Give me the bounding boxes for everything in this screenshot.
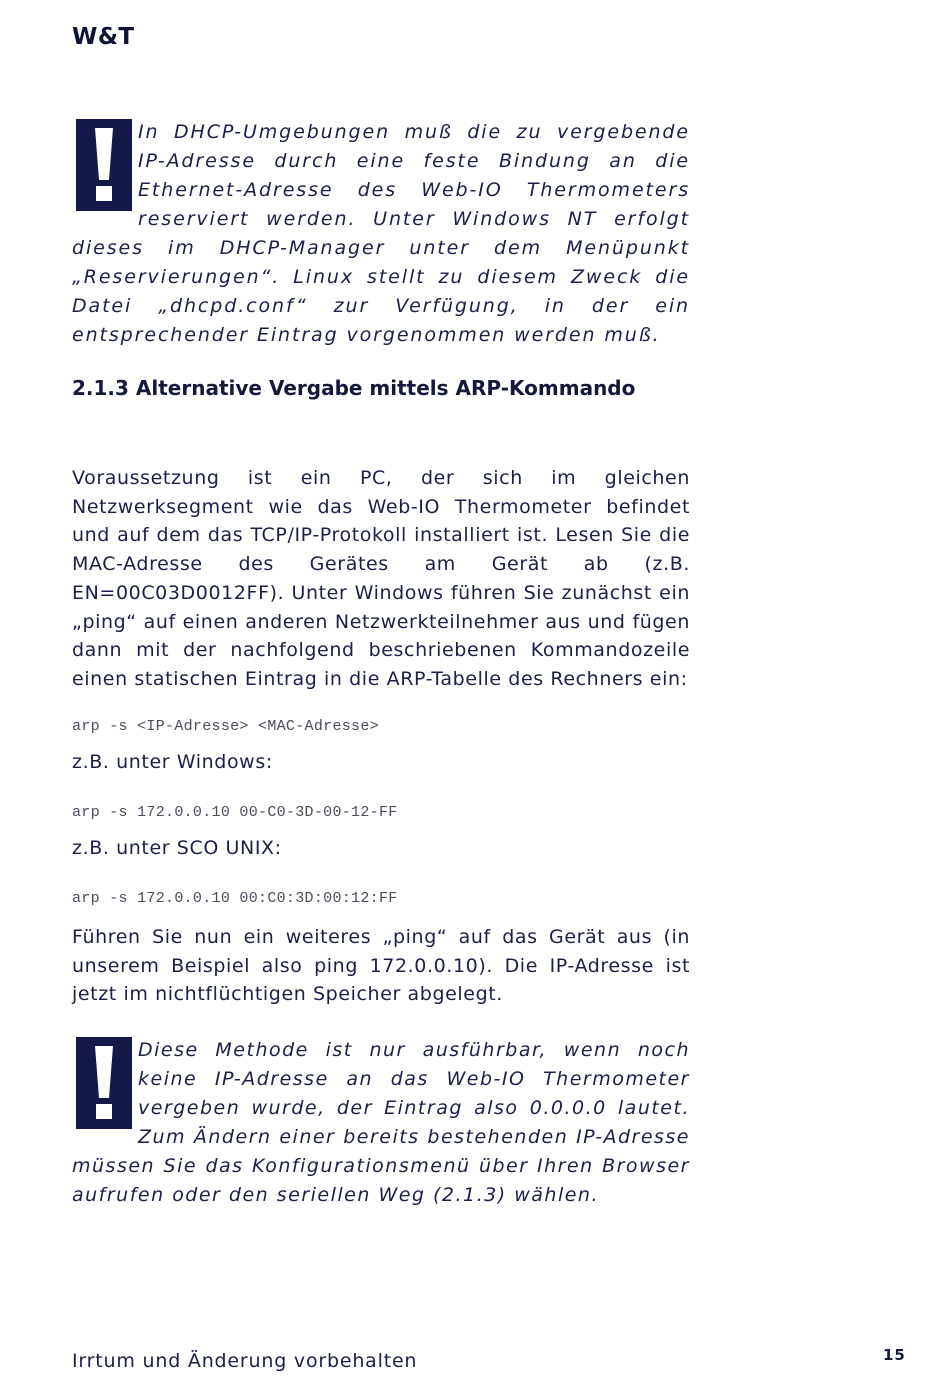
notice-text: In DHCP-Umgebungen muß die zu vergebende IP-Adresse durch eine feste Bindung an die Ethernet-Adresse des Web-IO Thermometers reserviert werden. Unter Windows NT erfolgt dieses im DHCP-Manager unter dem Menüpunkt „Reservierungen“. Linux stellt zu diesem Zweck die Datei „dhcpd.conf“ zur Verfügung, in der ein entsprechender Eintrag vorgenommen werden muß. — [72, 121, 690, 346]
label-windows: z.B. unter Windows: — [72, 751, 273, 773]
exclamation-icon — [76, 1037, 132, 1129]
label-unix: z.B. unter SCO UNIX: — [72, 837, 282, 859]
brand-logo-text: W&T — [72, 24, 135, 50]
page-number: 15 — [883, 1346, 906, 1364]
code-line-windows: arp -s 172.0.0.10 00-C0-3D-00-12-FF — [72, 804, 398, 821]
intro-paragraph: Voraussetzung ist ein PC, der sich im gleichen Netzwerksegment wie das Web-IO Thermometer befindet und auf dem das TCP/IP-Protokoll installiert ist. Lesen Sie die MAC-Adresse des Gerätes am Gerät ab (z.B. EN=00C03D0012FF). Unter Windows führen Sie zunächst ein „ping“ auf einen anderen Netzwerkteilnehmer aus und fügen dann mit der nachfolgend beschriebenen Kommandozeile einen statischen Eintrag in die ARP-Tabelle des Rechners ein: — [72, 467, 690, 690]
notice-box-method — [72, 1036, 690, 1210]
code-line-unix: arp -s 172.0.0.10 00:C0:3D:00:12:FF — [72, 890, 398, 907]
footer-disclaimer: Irrtum und Änderung vorbehalten — [72, 1350, 418, 1372]
notice-box-dhcp — [72, 118, 690, 350]
final-paragraph: Führen Sie nun ein weiteres „ping“ auf das Gerät aus (in unserem Beispiel also ping 172.0.0.10). Die IP-Adresse ist jetzt im nichtflüchtigen Speicher abgelegt. — [72, 926, 690, 1006]
notice-text: Diese Methode ist nur ausführbar, wenn noch keine IP-Adresse an das Web-IO Thermometer vergeben wurde, der Eintrag also 0.0.0.0 lautet. Zum Ändern einer bereits bestehenden IP-Adresse müssen Sie das Konfigurationsmenü über Ihren Browser aufrufen oder den seriellen Weg (2.1.3) wählen. — [72, 1039, 690, 1206]
section-heading: 2.1.3 Alternative Vergabe mittels ARP-Kommando — [72, 376, 636, 400]
exclamation-icon — [76, 119, 132, 211]
code-line-generic: arp -s <IP-Adresse> <MAC-Adresse> — [72, 718, 379, 735]
